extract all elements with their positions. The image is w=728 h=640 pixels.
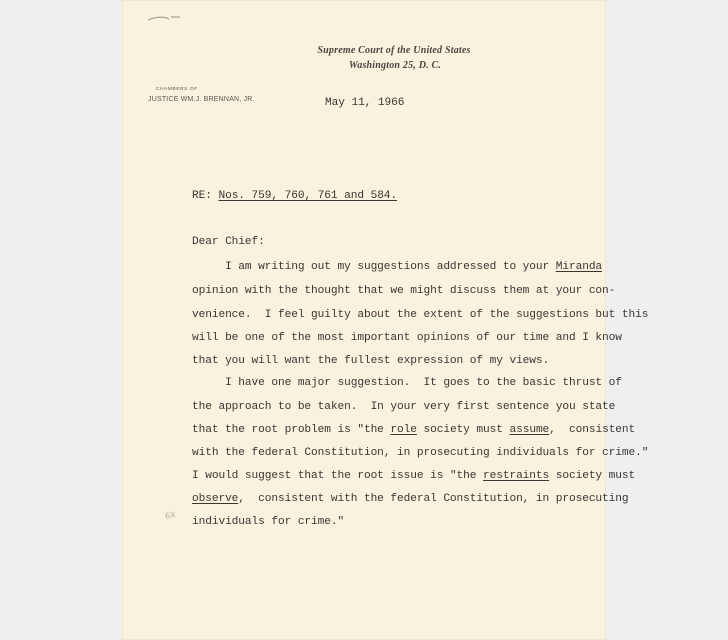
margin-pencil-note: 6X bbox=[164, 510, 177, 521]
underlined-word: assume bbox=[509, 424, 550, 436]
text-line: that you will want the fullest expression of my views. bbox=[192, 355, 550, 367]
re-line bbox=[192, 190, 397, 202]
re-cases: Nos. 759, 760, 761 and 584. bbox=[218, 190, 398, 202]
text-line: the approach to be taken. In your very first sentence you state bbox=[192, 401, 616, 413]
text-line: with the federal Constitution, in prosecuting individuals for crime." bbox=[192, 447, 649, 459]
justice-name: JUSTICE WM.J. BRENNAN, JR. bbox=[148, 95, 255, 103]
text-line: individuals for crime." bbox=[192, 516, 345, 528]
letter-date: May 11, 1966 bbox=[325, 97, 405, 109]
letterhead-city: Washington 25, D. C. bbox=[348, 60, 442, 71]
text-line: observe, consistent with the federal Constitution, in prosecuting bbox=[192, 493, 629, 505]
underlined-word: observe bbox=[192, 493, 239, 505]
text-line: I have one major suggestion. It goes to the basic thrust of bbox=[192, 377, 622, 389]
text-line: that the root problem is "the role society must assume, consistent bbox=[192, 424, 636, 436]
text-line: I would suggest that the root issue is "the restraints society must bbox=[192, 470, 636, 482]
underlined-word: restraints bbox=[483, 470, 550, 482]
chambers-block bbox=[148, 88, 255, 103]
case-name-miranda: Miranda bbox=[555, 261, 603, 273]
text-line: I am writing out my suggestions addressed to your Miranda bbox=[192, 261, 603, 273]
text-line: will be one of the most important opinions of our time and I know bbox=[192, 332, 622, 344]
text-line: opinion with the thought that we might discuss them at your con- bbox=[192, 285, 616, 297]
chambers-label: CHAMBERS OF bbox=[156, 87, 198, 92]
letter-page bbox=[122, 0, 649, 640]
underlined-word: role bbox=[390, 424, 417, 436]
salutation: Dear Chief: bbox=[192, 236, 265, 248]
re-prefix: RE: bbox=[192, 190, 219, 202]
text-line: venience. I feel guilty about the extent of the suggestions but this bbox=[192, 309, 649, 321]
letterhead-court: Supreme Court of the United States bbox=[317, 45, 471, 56]
pencil-mark bbox=[147, 13, 181, 23]
